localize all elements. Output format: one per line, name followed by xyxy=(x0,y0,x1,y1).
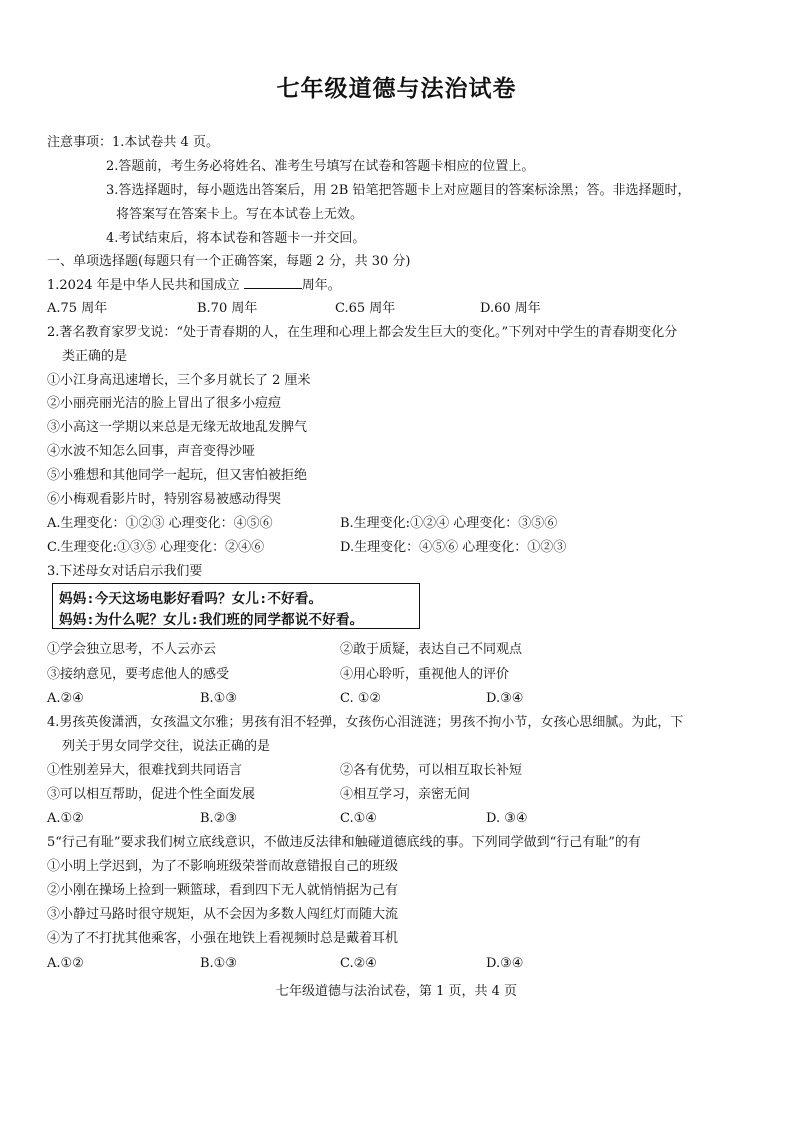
question-4-option-b: B.②③ xyxy=(200,811,237,826)
question-5-stem: 5“行己有耻”要求我们树立底线意识，不做违反法律和触碰道德底线的事。下列同学做到“行己有耻”的有 xyxy=(47,835,641,850)
question-4-stem: 4.男孩英俊潇洒，女孩温文尔雅；男孩有泪不轻弹，女孩伤心泪涟涟；男孩不拘小节，女孩心思细腻。为此，下 xyxy=(47,715,684,730)
question-1-option-a: A.75 周年 xyxy=(47,301,108,316)
question-5-item-4: ④为了不打扰其他乘客，小强在地铁上看视频时总是戴着耳机 xyxy=(47,931,399,946)
question-2-item-1: ①小江身高迅速增长，三个多月就长了 2 厘米 xyxy=(47,373,311,388)
question-1-option-b: B.70 周年 xyxy=(197,301,258,316)
dialog-line-2: 妈妈:为什么呢？女儿:我们班的同学都说不好看。 xyxy=(59,612,364,628)
question-3-item-2: ②敢于质疑，表达自己不同观点 xyxy=(340,642,523,657)
question-1-stem-a: 1.2024 年是中华人民共和国成立 xyxy=(47,278,240,293)
question-5-item-1: ①小明上学迟到，为了不影响班级荣誉而故意错报自己的班级 xyxy=(47,859,399,874)
question-4-stem-cont: 列关于男女同学交往，说法正确的是 xyxy=(62,739,271,754)
notice-line-4: 4.考试结束后，将本试卷和答题卡一并交回。 xyxy=(106,231,366,246)
notice-line-2: 2.答题前，考生务必将姓名、准考生号填写在试卷和答题卡相应的位置上。 xyxy=(106,159,535,174)
question-4-option-a: A.①② xyxy=(47,811,84,826)
dialog-line-1: 妈妈:今天这场电影好看吗？女儿:不好看。 xyxy=(59,591,323,607)
notice-line-1: 注意事项：1.本试卷共 4 页。 xyxy=(47,135,219,150)
question-4-item-3: ③可以相互帮助，促进个性全面发展 xyxy=(47,787,256,802)
question-3-option-a: A.②④ xyxy=(47,691,84,706)
question-4-item-2: ②各有优势，可以相互取长补短 xyxy=(340,763,523,778)
question-2-item-2: ②小丽亮丽光洁的脸上冒出了很多小痘痘 xyxy=(47,396,282,411)
question-2-option-d: D.生理变化：④⑤⑥ 心理变化：①②③ xyxy=(340,540,567,555)
question-1-stem xyxy=(47,276,341,295)
answer-blank xyxy=(244,276,302,289)
question-2-item-5: ⑤小雅想和其他同学一起玩，但又害怕被拒绝 xyxy=(47,468,308,483)
question-3-option-d: D.③④ xyxy=(486,691,524,706)
question-5-item-3: ③小静过马路时很守规矩，从不会因为多数人闯红灯而随大流 xyxy=(47,907,399,922)
question-2-item-4: ④水波不知怎么回事，声音变得沙哑 xyxy=(47,444,256,459)
question-3-item-1: ①学会独立思考，不人云亦云 xyxy=(47,642,217,657)
dialog-box xyxy=(52,583,420,629)
question-4-option-d: D. ③④ xyxy=(486,811,528,826)
page-title: 七年级道德与法治试卷 xyxy=(276,75,517,102)
question-4-option-c: C.①④ xyxy=(340,811,377,826)
page-footer: 七年级道德与法治试卷，第 1 页，共 4 页 xyxy=(275,984,518,999)
question-1-option-d: D.60 周年 xyxy=(480,301,541,316)
question-2-option-c: C.生理变化:①③⑤ 心理变化：②④⑥ xyxy=(47,540,265,555)
notice-line-3-cont: 将答案写在答案卡上。写在本试卷上无效。 xyxy=(116,207,364,222)
notice-line-3: 3.答选择题时，每小题选出答案后，用 2B 铅笔把答题卡上对应题目的答案标涂黑；答。非选择题时， xyxy=(106,183,691,198)
question-1-option-c: C.65 周年 xyxy=(335,301,396,316)
question-3-stem: 3.下述母女对话启示我们要 xyxy=(47,564,203,579)
question-4-item-4: ④相互学习，亲密无间 xyxy=(340,787,471,802)
question-3-item-3: ③接纳意见，要考虑他人的感受 xyxy=(47,667,230,682)
question-1-stem-b: 周年。 xyxy=(301,278,341,293)
question-2-item-6: ⑥小梅观看影片时，特别容易被感动得哭 xyxy=(47,492,282,507)
question-3-item-4: ④用心聆听，重视他人的评价 xyxy=(340,667,510,682)
question-2-item-3: ③小高这一学期以来总是无缘无故地乱发脾气 xyxy=(47,420,308,435)
question-5-option-c: C.②④ xyxy=(340,956,377,971)
question-2-stem-cont: 类正确的是 xyxy=(62,349,128,364)
section-heading: 一、单项选择题(每题只有一个正确答案，每题 2 分，共 30 分) xyxy=(47,254,411,269)
question-5-option-a: A.①② xyxy=(47,956,84,971)
question-5-item-2: ②小刚在操场上捡到一颗篮球，看到四下无人就悄悄据为己有 xyxy=(47,883,399,898)
question-4-item-1: ①性别差异大，很难找到共同语言 xyxy=(47,763,243,778)
question-3-option-c: C. ①② xyxy=(340,691,382,706)
question-5-option-d: D.③④ xyxy=(486,956,524,971)
question-2-option-b: B.生理变化:①②④ 心理变化：③⑤⑥ xyxy=(340,516,558,531)
question-3-option-b: B.①③ xyxy=(200,691,237,706)
question-2-option-a: A.生理变化：①②③ 心理变化：④⑤⑥ xyxy=(47,516,273,531)
question-2-stem: 2.著名教育家罗戈说：“处于青春期的人，在生理和心理上都会发生巨大的变化。”下列对中学生的青春期变化分 xyxy=(47,325,678,340)
question-5-option-b: B.①③ xyxy=(200,956,237,971)
